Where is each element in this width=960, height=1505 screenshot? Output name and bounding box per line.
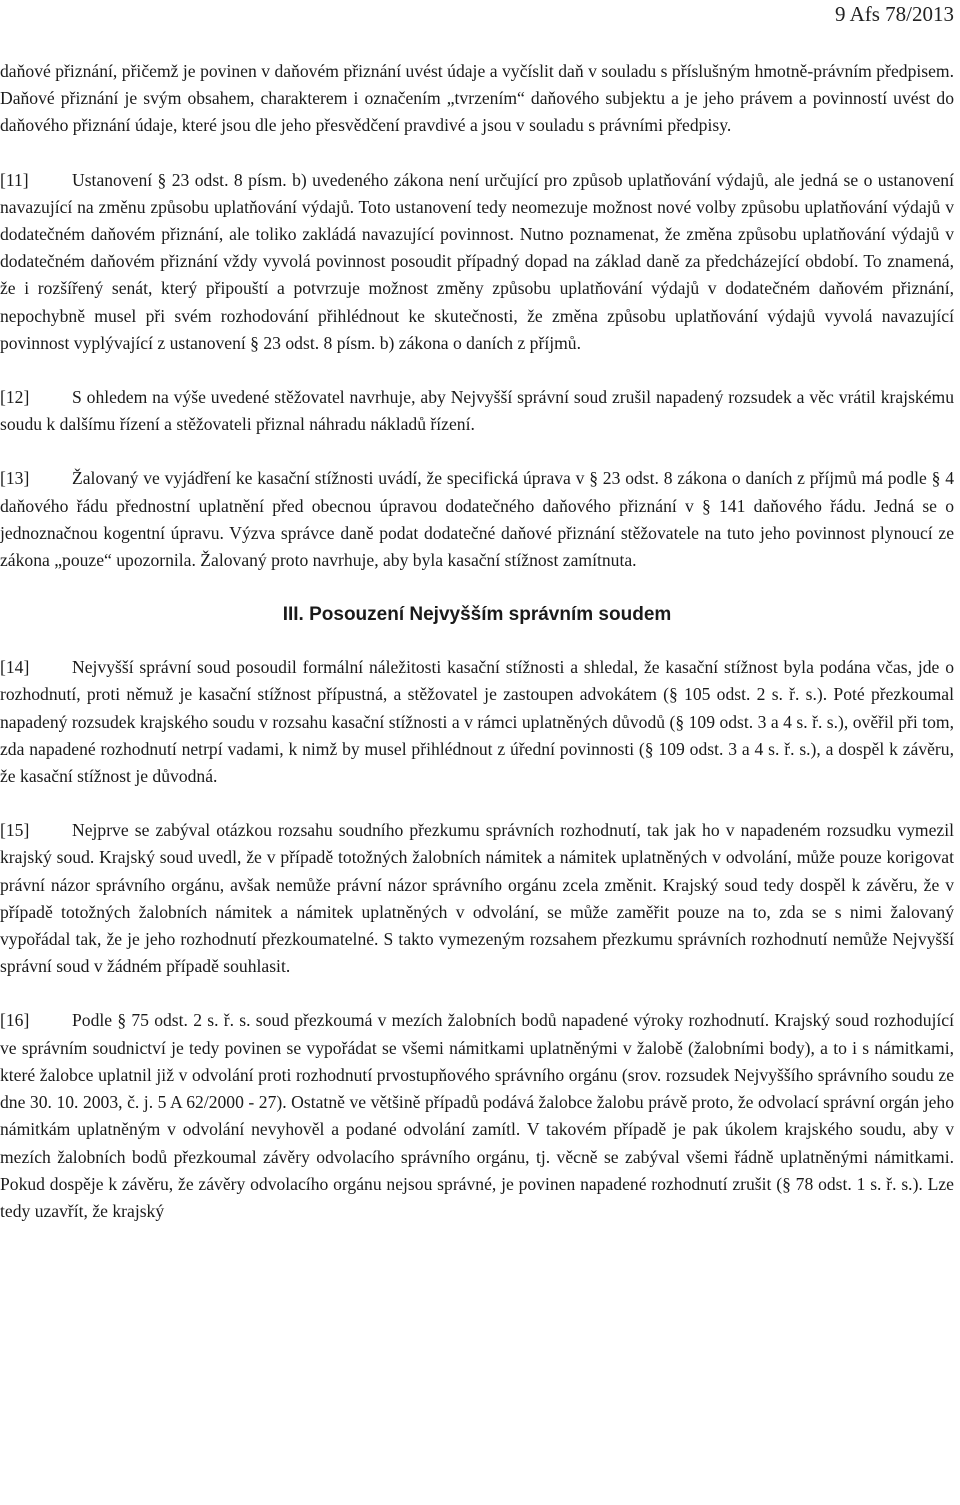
paragraph-number: [14]: [0, 657, 30, 678]
paragraph-text: Nejvyšší správní soud posoudil formální náležitosti kasační stížnosti a shledal, že kasační stížnost byla podána včas, jde o rozhodnutí, proti němuž je kasační stížnost přípustná, a stěžovatel je zastoupen advokátem (§ 105 odst. 2 s. ř. s.). Poté přezkoumal napadený rozsudek krajského soudu v rozsahu kasační stížnosti a v rámci uplatněných důvodů (§ 109 odst. 3 a 4 s. ř. s.), ověřil při tom, zda napadené rozhodnutí netrpí vadami, k nimž by musel přihlédnout z úřední povinnosti (§ 109 odst. 3 a 4 s. ř. s.), a dospěl k závěru, že kasační stížnost je důvodná.: [0, 657, 954, 787]
paragraph-number: [13]: [0, 468, 30, 489]
section-heading: III. Posouzení Nejvyšším správním soudem: [282, 604, 672, 626]
paragraph-number: [11]: [0, 169, 29, 190]
paragraph-13: [0, 465, 954, 574]
paragraph-12: [0, 384, 954, 438]
paragraph-16: [0, 1007, 954, 1225]
case-number: 9 Afs 78/2013: [834, 2, 954, 26]
paragraph-text: Podle § 75 odst. 2 s. ř. s. soud přezkoumá v mezích žalobních bodů napadené výroky rozhodnutí. Krajský soud rozhodující ve správním soudnictví je tedy povinen se vypořádat se všemi námitkami uplatněnými v žalobě (žalobními body), a to i s námitkami, které žalobce uplatnil již v odvolání proti rozhodnutí prvostupňového správního orgánu (srov. rozsudek Nejvyššího správního soudu ze dne 30. 10. 2003, č. j. 5 A 62/2000 - 27). Ostatně ve většině případů podává žalobce žalobu právě proto, že odvolací správní orgán jeho námitkám uplatněným v odvolání nevyhověl a podané odvolání zamítl. V takovém případě je pak úkolem krajského soudu, aby v mezích žalobních bodů přezkoumal závěry odvolacího správního orgánu, tj. věcně se zabýval všemi řádně uplatněnými námitkami. Pokud dospěje k závěru, že závěry odvolacího orgánu nejsou správné, je povinen napadené rozhodnutí zrušit (§ 78 odst. 1 s. ř. s.). Lze tedy uzavřít, že krajský: [0, 1010, 954, 1221]
paragraph-text: Nejprve se zabýval otázkou rozsahu soudního přezkumu správních rozhodnutí, tak jak ho v napadeném rozsudku vymezil krajský soud. Krajský soud uvedl, že v případě totožných žalobních námitek a námitek uplatněných v odvolání, může pouze korigovat právní názor správního orgánu, avšak nemůže právní názor správního orgánu zcela změnit. Krajský soud tedy dospěl k závěru, že v případě totožných žalobních námitek a námitek uplatněných v odvolání, se může zaměřit pouze na to, zda se s nimi žalovaný vypořádal tak, že je jeho rozhodnutí přezkoumatelné. S takto vymezeným rozsahem přezkumu správních rozhodnutí nemůže Nejvyšší správní soud v žádném případě souhlasit.: [0, 820, 954, 977]
document-body: [0, 58, 954, 1252]
paragraph-14: [0, 654, 954, 790]
paragraph-number: [12]: [0, 387, 30, 408]
paragraph-number: [16]: [0, 1010, 30, 1031]
paragraph-text: Ustanovení § 23 odst. 8 písm. b) uvedeného zákona není určující pro způsob uplatňování výdajů, ale jedná se o ustanovení navazující na změnu způsobu uplatňování výdajů. Toto ustanovení tedy neomezuje možnost nové volby způsobu uplatňování výdajů v dodatečném daňovém přiznání, ale toliko zakládá navazující povinnost. Nutno poznamenat, že změna způsobu uplatňování výdajů v dodatečném daňovém přiznání vždy vyvolá povinnost posoudit případný dopad na základ daně za předcházející období. To znamená, že i rozšířený senát, který připouští a potvrzuje možnost změny způsobu uplatňování výdajů v dodatečném daňovém přiznání, nepochybně musel při svém rozhodování přihlédnout ke skutečnosti, že změna způsobu uplatňování výdajů vyvolá navazující povinnost vyplývající z ustanovení § 23 odst. 8 písm. b) zákona o daních z příjmů.: [0, 169, 954, 353]
paragraph-15: [0, 817, 954, 980]
intro-paragraph: daňové přiznání, přičemž je povinen v daňovém přiznání uvést údaje a vyčíslit daň v souladu s příslušným hmotně-právním předpisem. Daňové přiznání je svým obsahem, charakterem i označením „tvrzením“ daňového subjektu a je jeho právem a povinností uvést do daňového přiznání údaje, které jsou dle jeho přesvědčení pravdivé a jsou v souladu s právními předpisy.: [0, 61, 954, 136]
paragraph-text: S ohledem na výše uvedené stěžovatel navrhuje, aby Nejvyšší správní soud zrušil napadený rozsudek a věc vrátil krajskému soudu k dalšímu řízení a stěžovateli přiznal náhradu nákladů řízení.: [0, 387, 954, 435]
paragraph-text: Žalovaný ve vyjádření ke kasační stížnosti uvádí, že specifická úprava v § 23 odst. 8 zákona o daních z příjmů má podle § 4 daňového řádu přednostní uplatnění před obecnou úpravou dodatečného daňového přiznání v § 141 daňového řádu. Jedná se o jednoznačnou kogentní úpravu. Výzva správce daně podat dodatečné daňové přiznání stěžovatele na tuto jeho povinnost plynoucí ze zákona „pouze“ upozornila. Žalovaný proto navrhuje, aby byla kasační stížnost zamítnuta.: [0, 468, 954, 571]
paragraph-11: [0, 167, 954, 357]
paragraph-number: [15]: [0, 820, 30, 841]
